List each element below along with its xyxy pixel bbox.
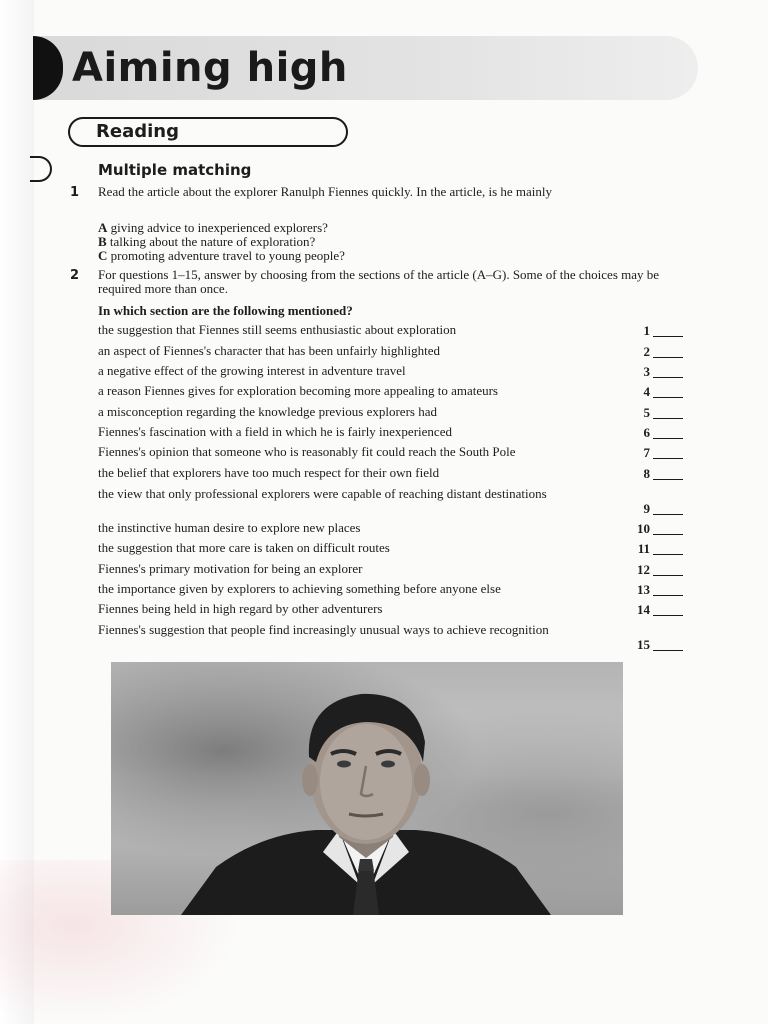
matching-item: the suggestion that Fiennes still seems enthusiastic about exploration	[98, 322, 457, 337]
item-number: 7	[643, 445, 650, 460]
section-label: Reading	[96, 121, 179, 142]
option-a	[98, 221, 328, 234]
item-number: 5	[643, 405, 650, 420]
item-number: 1	[643, 323, 650, 338]
item-number: 13	[637, 582, 650, 597]
answer-blank[interactable]	[653, 479, 683, 480]
matching-item: a misconception regarding the knowledge previous explorers had	[98, 404, 437, 419]
item-number: 15	[637, 637, 650, 652]
item-number: 9	[643, 501, 650, 516]
answer-blank[interactable]	[653, 357, 683, 358]
answer-blank[interactable]	[653, 336, 683, 337]
portrait-photo	[111, 662, 623, 915]
item-number: 10	[637, 521, 650, 536]
answer-blank[interactable]	[653, 458, 683, 459]
item-number: 11	[637, 541, 650, 556]
answer-blank[interactable]	[653, 650, 683, 651]
answer-blank[interactable]	[653, 377, 683, 378]
portrait-illustration	[111, 662, 623, 915]
side-tab-marker	[30, 156, 52, 182]
matching-item: Fiennes's fascination with a field in which he is fairly inexperienced	[98, 424, 452, 439]
item-number: 14	[637, 602, 650, 617]
matching-item: a reason Fiennes gives for exploration becoming more appealing to amateurs	[98, 383, 498, 398]
question-number: 1	[70, 185, 80, 200]
item-number: 4	[643, 384, 650, 399]
option-c	[98, 249, 345, 262]
option-letter: A	[98, 220, 108, 235]
page-title: Aiming high	[72, 45, 348, 91]
matching-item: the suggestion that more care is taken on difficult routes	[98, 540, 390, 555]
question-text: For questions 1–15, answer by choosing from the sections of the article (A–G). Some of the choices may be required more than once.	[98, 267, 660, 296]
answer-blank[interactable]	[653, 575, 683, 576]
item-number: 2	[643, 344, 650, 359]
section-pill	[68, 117, 348, 147]
matching-item: Fiennes's primary motivation for being an explorer	[98, 561, 363, 576]
matching-item: the belief that explorers have too much respect for their own field	[98, 465, 440, 480]
instruction: In which section are the following mentioned?	[98, 303, 353, 318]
answer-blank[interactable]	[653, 397, 683, 398]
task-heading: Multiple matching	[98, 161, 252, 179]
question-number: 2	[70, 268, 80, 283]
answer-blank[interactable]	[653, 595, 683, 596]
answer-blank[interactable]	[653, 514, 683, 515]
item-number: 8	[643, 466, 650, 481]
matching-item: the importance given by explorers to achieving something before anyone else	[98, 581, 501, 596]
answer-blank[interactable]	[653, 554, 683, 555]
answer-blank[interactable]	[653, 534, 683, 535]
matching-item: Fiennes's suggestion that people find increasingly unusual ways to achieve recognition	[98, 622, 549, 637]
matching-item: the instinctive human desire to explore new places	[98, 520, 361, 535]
answer-blank[interactable]	[653, 438, 683, 439]
matching-item: an aspect of Fiennes's character that has been unfairly highlighted	[98, 343, 441, 358]
item-number: 12	[637, 562, 650, 577]
option-letter: B	[98, 234, 107, 249]
matching-item: Fiennes's opinion that someone who is reasonably fit could reach the South Pole	[98, 444, 516, 459]
matching-item: Fiennes being held in high regard by other adventurers	[98, 601, 383, 616]
option-b	[98, 235, 315, 248]
answer-blank[interactable]	[653, 615, 683, 616]
item-number: 6	[643, 425, 650, 440]
option-text: promoting adventure travel to young people?	[110, 248, 345, 263]
item-number: 3	[643, 364, 650, 379]
matching-item: the view that only professional explorers were capable of reaching distant destinations	[98, 486, 547, 501]
answer-blank[interactable]	[653, 418, 683, 419]
matching-item: a negative effect of the growing interest in adventure travel	[98, 363, 406, 378]
option-text: talking about the nature of exploration?	[109, 234, 316, 249]
question-text: Read the article about the explorer Ranulph Fiennes quickly. In the article, is he mainly	[98, 184, 553, 199]
option-text: giving advice to inexperienced explorers?	[110, 220, 328, 235]
option-letter: C	[98, 248, 108, 263]
